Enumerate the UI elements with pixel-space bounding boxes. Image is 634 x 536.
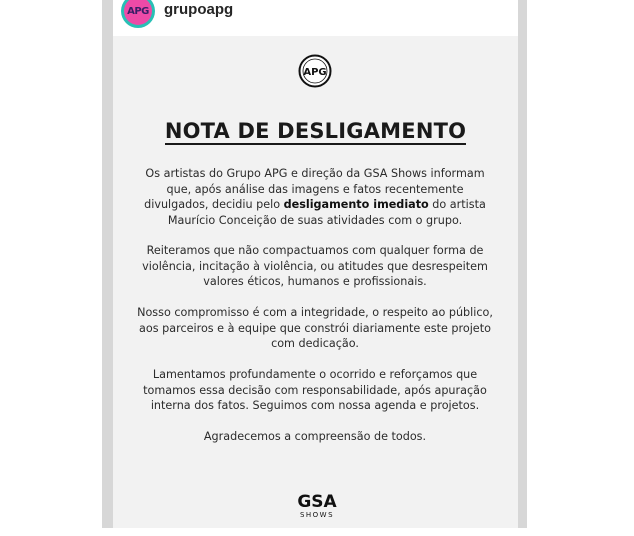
paragraph-2: Reiteramos que não compactuamos com qualquer forma de violência, incitação à violência, ou atitudes que desrespeitem valores éticos, humanos e profissionais. xyxy=(142,244,488,288)
avatar-logo-text: APG xyxy=(124,0,152,25)
page-title xyxy=(113,119,518,143)
paragraph-1-bold: desligamento imediato xyxy=(283,198,429,211)
gsa-shows-logo-icon xyxy=(296,489,338,521)
paragraph-3: Nosso compromisso é com a integridade, o respeito ao público, aos parceiros e à equipe que constrói diariamente este projeto com dedicação. xyxy=(137,306,493,350)
username-link[interactable]: grupoapg xyxy=(164,1,234,18)
gsa-logo-sub: SHOWS xyxy=(299,511,335,519)
gsa-logo-main: GSA xyxy=(297,492,337,512)
paragraph-4: Lamentamos profundamente o ocorrido e reforçamos que tomamos essa decisão com responsabilidade, após apuração interna dos fatos. Seguimos com nossa agenda e projetos. xyxy=(143,368,487,412)
paragraph-1-end: do artista Maurício Conceição de suas atividades com o grupo. xyxy=(167,198,486,227)
apg-logo-text: APG xyxy=(303,67,327,78)
paragraph-1-start: Os artistas do Grupo APG e direção da GSA Shows informam que, após análise das imagens e fatos recentemente divulgados, decidiu pelo xyxy=(144,167,485,211)
avatar[interactable] xyxy=(121,0,155,28)
post-header xyxy=(113,0,518,36)
page-title-text: NOTA DE DESLIGAMENTO xyxy=(164,119,467,143)
paragraph-1 xyxy=(135,166,495,228)
paragraph-5: Agradecemos a compreensão de todos. xyxy=(203,430,427,443)
apg-logo-icon xyxy=(298,54,332,88)
